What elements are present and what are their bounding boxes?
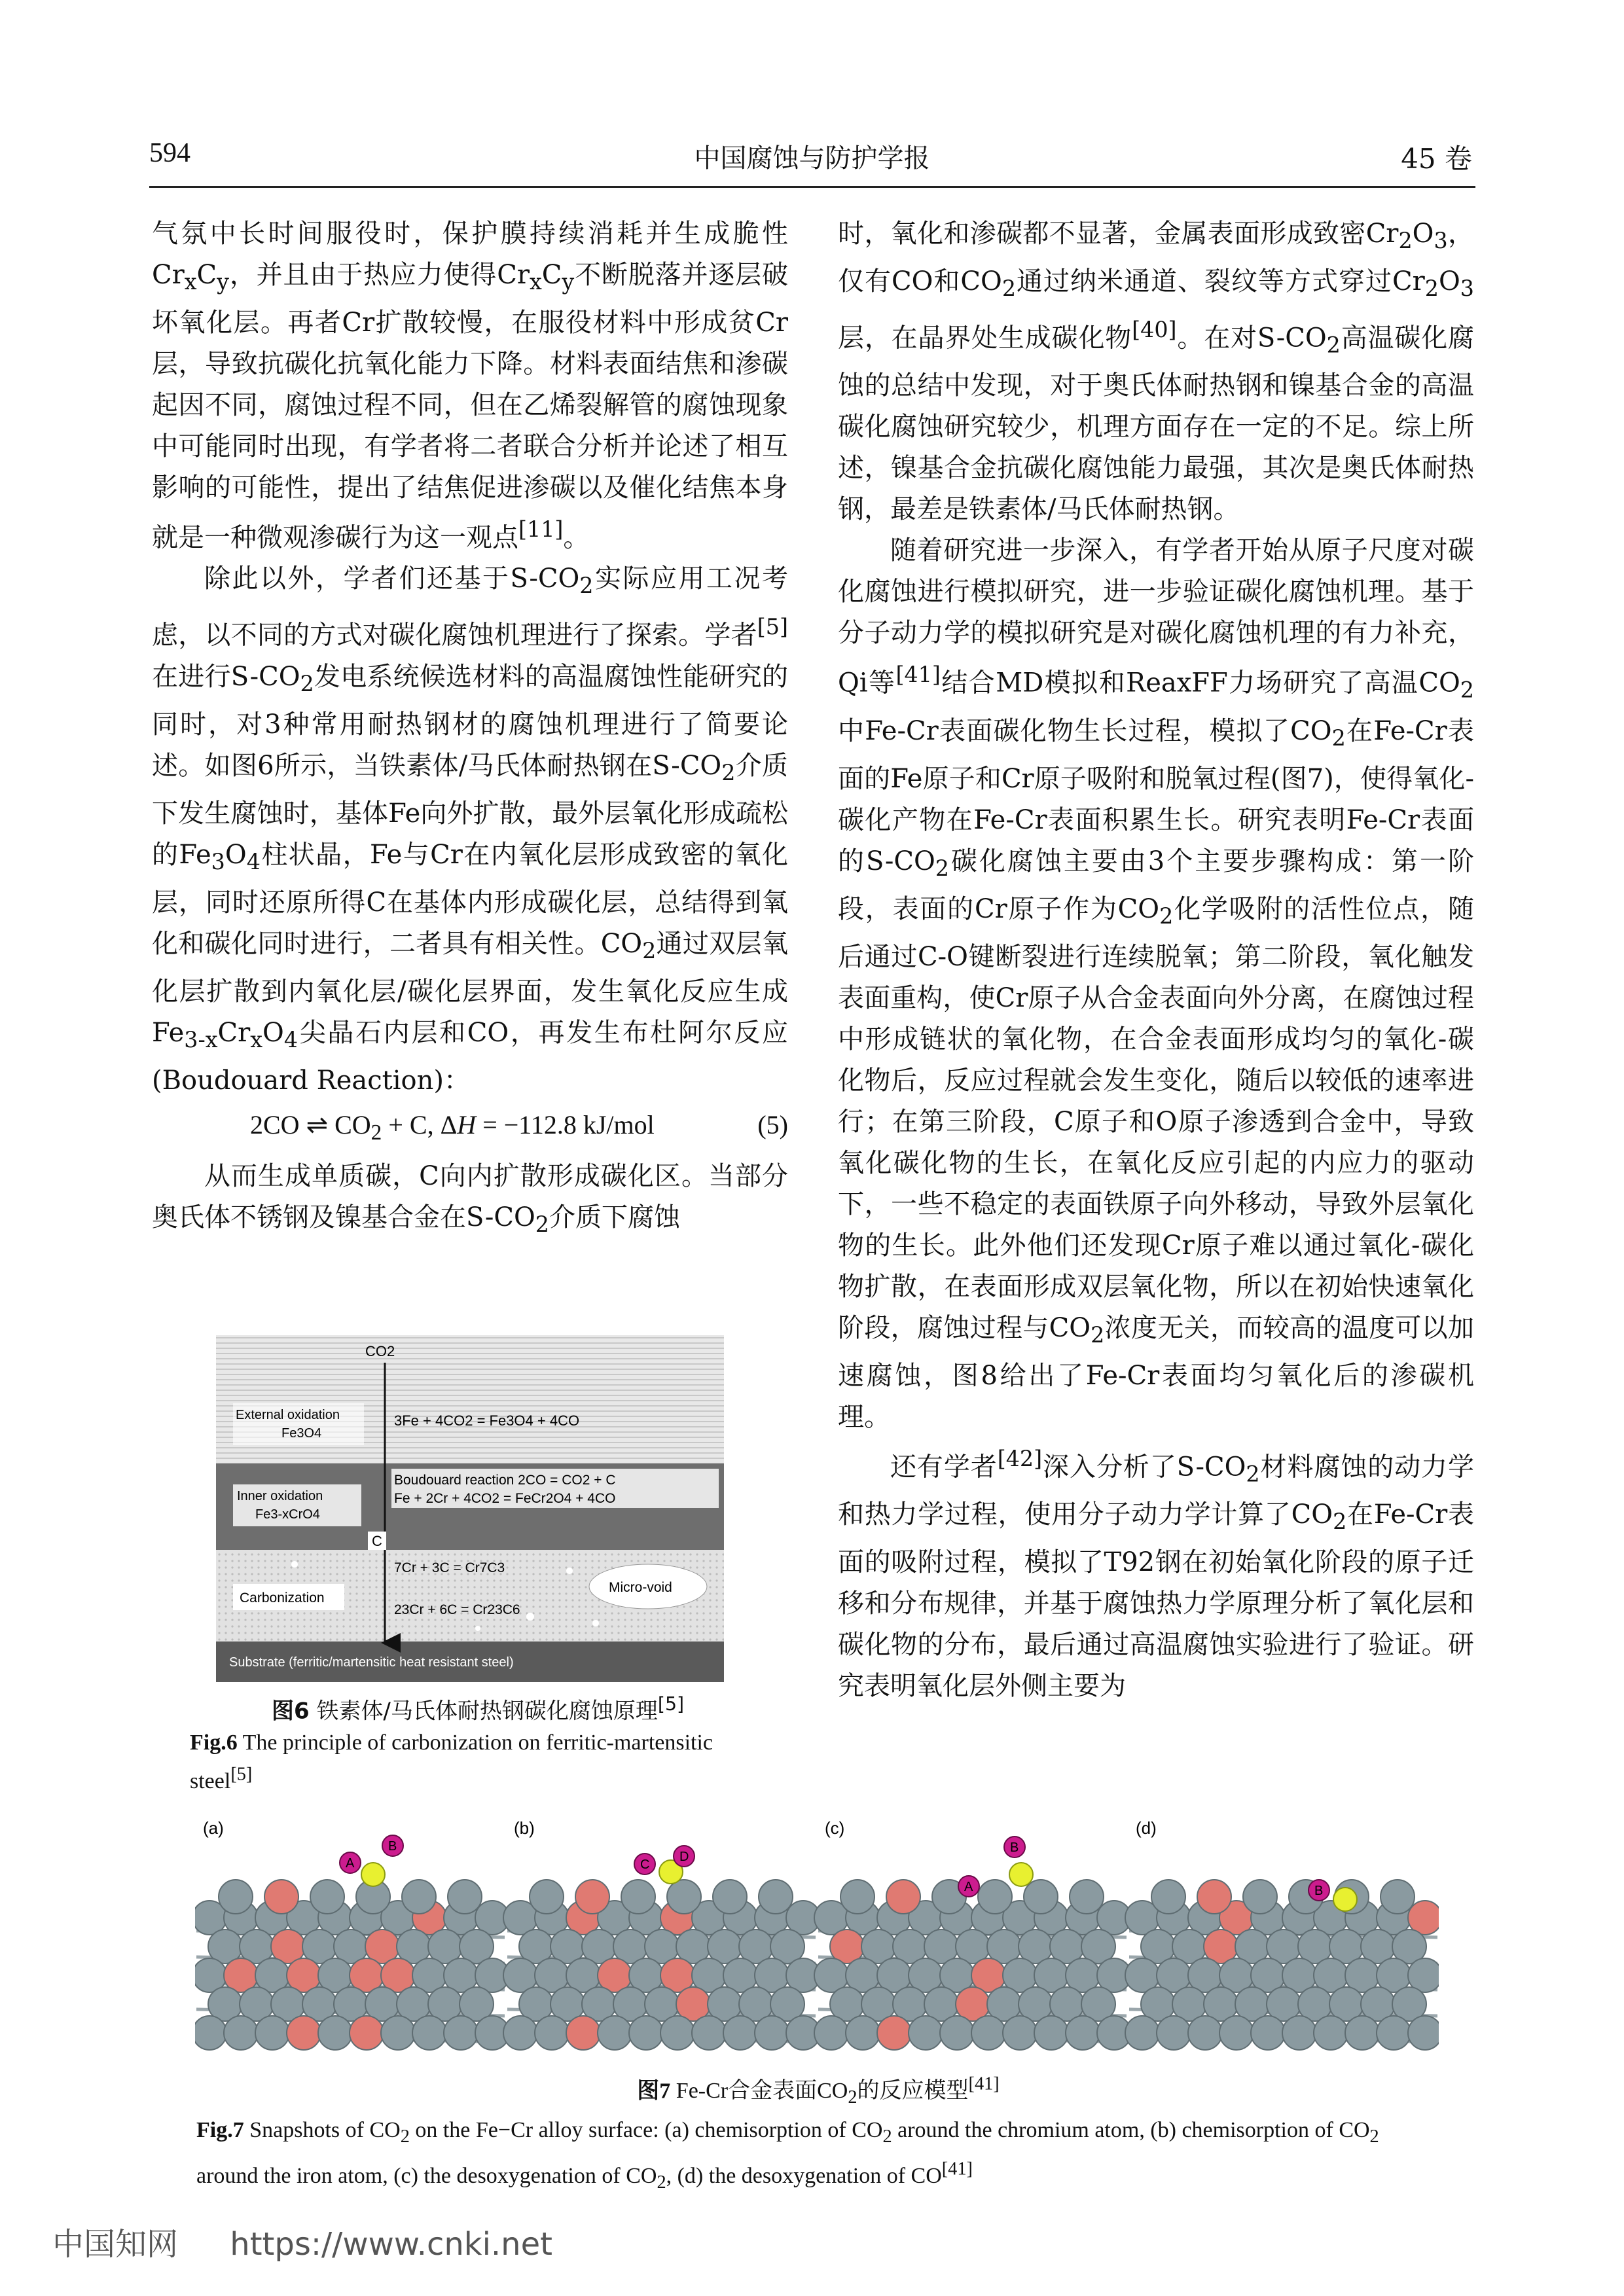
fig7-cr-atom xyxy=(814,2016,848,2050)
fig7-cr-atom xyxy=(255,2016,289,2050)
fig7-cr-atom xyxy=(1066,2016,1100,2050)
fig7-cr-atom xyxy=(503,2016,537,2050)
fig7-surface-atom xyxy=(219,1880,253,1914)
fig6-ext-reaction: 3Fe + 4CO2 = Fe3O4 + 4CO xyxy=(394,1412,580,1429)
fig7-cr-atom xyxy=(1377,2016,1411,2050)
left-paragraph-2: 除此以外，学者们还基于$S-CO_2$实际应用工况考虑，以不同的方式对碳化腐蚀机理进行了探索。学者[5]在进行$S-CO_2$发电系统候选材料的高温腐蚀性能研究的同时，对3种常用耐热钢材的腐蚀机理进行了简要论述。如图6所示，当铁素体/马氏体耐热钢在$S-CO_2$介质下发生腐蚀时，基体Fe向外扩散，最外层氧化形成疏松的$Fe_3O_4$柱状晶，Fe与Cr在内氧化层形成致密的氧化层，同时还原所得C在基体内形成碳化层，总结得到氧化和碳化同时进行，二者具有相关性。$CO_2$通过双层氧化层扩散到内氧化层/碳化层界面，发生氧化反应生成$Fe_{3-x}Cr_xO_4$尖晶石内层和CO，再发生布杜阿尔反应(Boudouard Reaction)： xyxy=(152,564,789,1096)
fig7-caption-en: Fig.7 Snapshots of $CO_2$ on the Fe−Cr alloy surface: (a) chemisorption of $CO_2$ around the chromium atom, (b) chemisorption of $CO_2$ around the iron atom, (c) the desoxygenation of $CO_2$, (d) the desoxygenation of CO[41] xyxy=(196,2118,1379,2193)
right-paragraph-2: 随着研究进一步深入，有学者开始从原子尺度对碳化腐蚀进行模拟研究，进一步验证碳化腐蚀机理。基于分子动力学的模拟研究是对碳化腐蚀机理的有力补充，Qi等[41]结合MD模拟和ReaxFF力场研究了高温$CO_2$中Fe-Cr表面碳化物生长过程，模拟了$CO_2$在Fe-Cr表面的Fe原子和Cr原子吸附和脱氧过程(图7)，使得氧化-碳化产物在Fe-Cr表面积累生长。研究表明Fe-Cr表面的$S-CO_2$碳化腐蚀主要由3个主要步骤构成：第一阶段，表面的Cr原子作为$CO_2$化学吸附的活性位点，随后通过C-O键断裂进行连续脱氧；第二阶段，氧化触发表面重构，使Cr原子从合金表面向外分离，在腐蚀过程中形成链状的氧化物，在合金表面形成均匀的氧化-碳化物后，反应过程就会发生变化，随后以较低的速率进行；在第三阶段，C原子和O原子渗透到合金中，导致氧化碳化物的生长，在氧化反应引起的内应力的驱动下，一些不稳定的表面铁原子向外移动，导致外层氧化物的生长。此外他们还发现Cr原子难以通过氧化-碳化物扩散，在表面形成双层氧化物，所以在初始快速氧化阶段，腐蚀过程与$CO_2$浓度无关，而较高的温度可以加速腐蚀，图8给出了Fe-Cr表面均匀氧化后的渗碳机理。 xyxy=(838,535,1475,1432)
fig6-ext-label: External oxidation xyxy=(236,1408,340,1422)
fig7-fe-atom xyxy=(287,2016,321,2050)
left-paragraph-1: 气氛中长时间服役时，保护膜持续消耗并生成脆性$Cr_xC_y$，并且由于热应力使得$Cr_xC_y$不断脱落并逐层破坏氧化层。再者Cr扩散较慢，在服役材料中形成贫Cr层，导致抗碳化抗氧化能力下降。材料表面结焦和渗碳起因不同，腐蚀过程不同，但在乙烯裂解管的腐蚀现象中可能同时出现，有学者将二者联合分析并论述了相互影响的可能性，提出了结焦促进渗碳以及催化结焦本身就是一种微观渗碳行为这一观点[11]。 xyxy=(152,219,788,553)
footer-watermark xyxy=(52,2219,594,2264)
fig6-c-label: C xyxy=(372,1533,382,1549)
volume-label: 45 卷 xyxy=(1401,143,1472,175)
fig7-surface-atom xyxy=(978,1880,1012,1914)
fig6-caption-en: Fig.6 The principle of carbonization on ferritic-martensitic steel[5] xyxy=(190,1731,713,1793)
fig7-cr-atom xyxy=(1345,2016,1379,2050)
fig6-inner-reaction: Fe + 2Cr + 4CO2 = FeCr2O4 + 4CO xyxy=(394,1491,616,1506)
figure-6-diagram xyxy=(216,1335,724,1682)
equation-5 xyxy=(152,1104,788,1153)
fig7-cr-atom xyxy=(846,2016,880,2050)
fig7-panel-label: (d) xyxy=(1136,1818,1157,1838)
fig7-fe-atom xyxy=(566,2016,600,2050)
fig7-atom-label: B xyxy=(1010,1840,1019,1855)
fig7-cr-atom xyxy=(1282,2016,1316,2050)
fig7-cr-atom xyxy=(1125,2016,1159,2050)
right-paragraph-3: 还有学者[42]深入分析了$S-CO_2$材料腐蚀的动力学和热力学过程，使用分子动力学计算了$CO_2$在Fe-Cr表面的吸附过程，模拟了T92钢在初始氧化阶段的原子迁移和分布规律，并基于腐蚀热力学原理分析了氧化层和碳化物的分布，最后通过高温腐蚀实验进行了验证。研究表明氧化层外侧主要为 xyxy=(838,1445,1475,1701)
fig7-surface-atom xyxy=(310,1880,344,1914)
fig7-cr-atom xyxy=(1188,2016,1222,2050)
fig7-cr-atom xyxy=(535,2016,569,2050)
fig7-cr-atom xyxy=(1219,2016,1254,2050)
fig7-cr-atom xyxy=(1157,2016,1191,2050)
journal-title: 中国腐蚀与防护学报 xyxy=(694,143,930,173)
left-paragraph-3: 从而生成单质碳，C向内扩散形成碳化区。当部分奥氏体不锈钢及镍基合金在$S-CO_2$介质下腐蚀 xyxy=(152,1160,788,1237)
fig7-surface-atom xyxy=(264,1880,298,1914)
fig7-cr-atom xyxy=(940,2016,974,2050)
fig7-panel-label: (c) xyxy=(825,1818,845,1838)
fig7-surface-atom xyxy=(886,1880,920,1914)
fig7-carbon-atom xyxy=(361,1863,385,1886)
fig7-atom-label: C xyxy=(640,1857,650,1872)
fig7-atom-label: B xyxy=(1314,1884,1324,1898)
fig6-carb-label: Carbonization xyxy=(240,1590,325,1605)
right-column xyxy=(838,213,1474,1707)
right-paragraph-1: 时，氧化和渗碳都不显著，金属表面形成致密$Cr_2O_3$，仅有CO和$CO_2$通过纳米通道、裂纹等方式穿过$Cr_2O_3$层，在晶界处生成碳化物[40]。在对$S-CO_2$高温碳化腐蚀的总结中发现，对于奥氏体耐热钢和镍基合金的高温碳化腐蚀研究较少，机理方面存在一定的不足。综上所述，镍基合金抗碳化腐蚀能力最强，其次是奥氏体耐热钢，最差是铁素体/马氏体耐热钢。 xyxy=(838,219,1475,525)
fig7-surface-atom xyxy=(530,1880,564,1914)
fig7-fe-atom xyxy=(877,2016,911,2050)
fig7-atom-label: A xyxy=(964,1880,973,1894)
page-number: 594 xyxy=(149,138,190,168)
fig7-atom-label: D xyxy=(679,1850,689,1864)
fig7-cr-atom xyxy=(723,2016,757,2050)
left-column xyxy=(152,213,788,1245)
fig7-surface-atom xyxy=(667,1880,701,1914)
fig7-fe-atom xyxy=(350,2016,384,2050)
fig6-co2: CO2 xyxy=(365,1343,395,1359)
fig7-cr-atom xyxy=(318,2016,352,2050)
fig7-panel-label: (b) xyxy=(514,1818,535,1838)
fig7-surface-atom xyxy=(1380,1880,1415,1914)
fig7-carbon-atom xyxy=(1009,1863,1033,1886)
fig7-cr-atom xyxy=(598,2016,632,2050)
fig6-ext-formula: Fe3O4 xyxy=(281,1426,322,1441)
fig7-cr-atom xyxy=(755,2016,789,2050)
fig7-surface-atom xyxy=(1070,1880,1104,1914)
fig7-surface-atom xyxy=(1151,1880,1185,1914)
fig7-surface-atom xyxy=(448,1880,482,1914)
fig7-cr-atom xyxy=(444,2016,478,2050)
figure-6-caption xyxy=(190,1689,766,1797)
fig7-cr-atom xyxy=(1003,2016,1037,2050)
fig7-cr-atom xyxy=(224,2016,258,2050)
fig6-carb-r1: 7Cr + 3C = Cr7C3 xyxy=(394,1560,505,1575)
fig7-surface-atom xyxy=(402,1880,436,1914)
fig6-inner-formula: Fe3-xCrO4 xyxy=(255,1507,320,1522)
fig6-microvoid: Micro-void xyxy=(609,1580,672,1595)
fig7-cr-atom xyxy=(629,2016,663,2050)
fig7-surface-atom xyxy=(1024,1880,1058,1914)
fig7-surface-atom xyxy=(840,1880,875,1914)
header-rule xyxy=(149,186,1475,188)
fig7-cr-atom xyxy=(381,2016,415,2050)
fig7-atom-label: B xyxy=(388,1839,397,1854)
fig7-carbon-atom xyxy=(1333,1888,1357,1911)
cnki-url[interactable]: https://www.cnki.net xyxy=(230,2226,552,2263)
fig7-cr-atom xyxy=(660,2016,695,2050)
fig7-cr-atom xyxy=(1408,2016,1439,2050)
figure-7-snapshots xyxy=(195,1813,1439,2056)
fig7-cr-atom xyxy=(1251,2016,1285,2050)
fig7-surface-atom xyxy=(621,1880,655,1914)
figure-7-caption xyxy=(196,2068,1440,2199)
fig6-substrate: Substrate (ferritic/martensitic heat resistant steel) xyxy=(229,1655,514,1670)
fig7-cr-atom xyxy=(1314,2016,1348,2050)
fig7-panel-label: (a) xyxy=(203,1818,224,1838)
fig7-caption-zh: 图7 Fe-Cr合金表面$CO_2$的反应模型[41] xyxy=(637,2074,1000,2108)
fig7-cr-atom xyxy=(195,2016,226,2050)
fig6-carb-r2: 23Cr + 6C = Cr23C6 xyxy=(394,1602,520,1617)
fig7-surface-atom xyxy=(1197,1880,1231,1914)
fig6-caption-zh: 图6 铁素体/马氏体耐热钢碳化腐蚀原理[5] xyxy=(271,1693,685,1725)
equation-body: 2CO ⇌ $CO_2 + C$, ΔH = −112.8 kJ/mol xyxy=(250,1109,655,1145)
fig6-inner-label: Inner oxidation xyxy=(237,1489,323,1503)
equation-number: (5) xyxy=(757,1109,788,1139)
fig7-surface-atom xyxy=(575,1880,609,1914)
cnki-brand: 中国知网 xyxy=(52,2226,179,2263)
fig7-cr-atom xyxy=(692,2016,726,2050)
fig7-surface-atom xyxy=(759,1880,793,1914)
fig7-surface-atom xyxy=(713,1880,747,1914)
fig7-cr-atom xyxy=(971,2016,1005,2050)
fig7-cr-atom xyxy=(412,2016,446,2050)
fig7-cr-atom xyxy=(1034,2016,1068,2050)
fig7-cr-atom xyxy=(909,2016,943,2050)
fig7-atom-label: A xyxy=(346,1856,355,1871)
fig7-surface-atom xyxy=(1243,1880,1277,1914)
fig6-boudouard: Boudouard reaction 2CO = CO2 + C xyxy=(394,1473,616,1488)
